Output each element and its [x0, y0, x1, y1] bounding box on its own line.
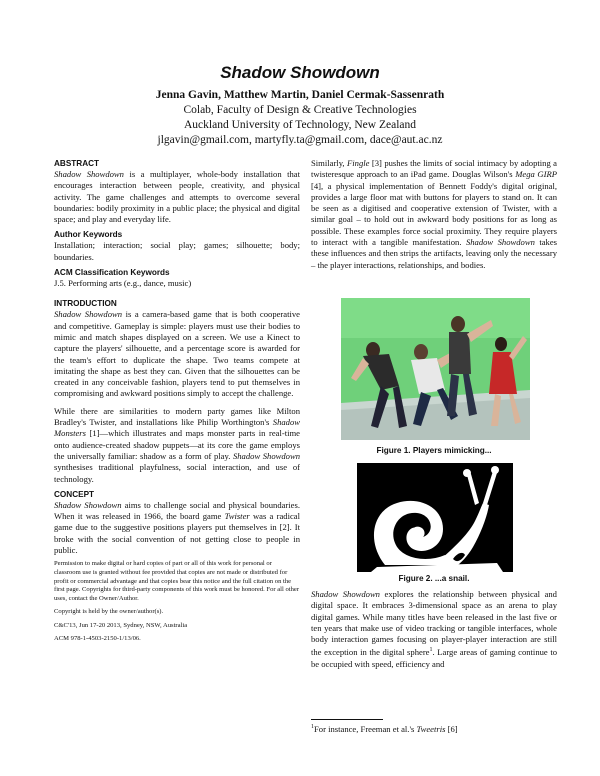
keywords-text: Installation; interaction; social play; games; silhouette; body; boundaries. [54, 240, 300, 262]
figure-2-silhouette [357, 463, 513, 572]
introduction-heading: INTRODUCTION [54, 299, 117, 309]
permission-notice: Permission to make digital or hard copies of part or all of this work for personal or classroom use is granted without fee provided that copies are not made or distributed for profit or commercial advantage and that copies bear this notice and the full citation on the first page. Copyrights for third-party components of this work must be honored. For all other uses, contact the Owner/Author. [54, 560, 300, 602]
affiliation: Colab, Faculty of Design & Creative Technologies [183, 104, 417, 116]
related-work-paragraph: Similarly, Fingle [3] pushes the limits of social intimacy by adopting a twisteresque approach to an iPad game. Douglas Wilson's Mega GIRP [4], a physical implementation of Bennett Foddy's digital original, provides a large floor mat with buttons for players to stand on. It can be seen as a digitised and cooperative extension of Twister, with a similar goal – to hold out in awkward body positions for as long as possible. These examples force social proximity. They require players to interact with a tangible manifestation. Shadow Showdown takes these influences and then strips the artifacts, leaving only the necessary – the player interactions, relationships, and bodies. [311, 158, 557, 270]
author-names: Jenna Gavin, Matthew Martin, Daniel Cermak-Sassenrath [155, 89, 445, 101]
copyright-line: Copyright is held by the owner/author(s). [54, 608, 164, 616]
figure-2-caption: Figure 2. ...a snail. [398, 574, 470, 583]
concept-heading: CONCEPT [54, 489, 95, 499]
acm-text: J.5. Performing arts (e.g., dance, music) [54, 278, 192, 289]
venue-line: C&C'13, Jun 17-20 2013, Sydney, NSW, Australia [54, 621, 188, 629]
acm-number: ACM 978-1-4503-2150-1/13/06. [54, 635, 141, 643]
acm-heading: ACM Classification Keywords [54, 268, 170, 278]
abstract-text: Shadow Showdown is a multiplayer, whole-body installation that encourages interaction between people, creativity, and physical activity. The game challenges and attempts to overcome several boundaries: bodily proximity in a public place; the physical and digital space; and play and everyday life. [54, 169, 300, 225]
figure-1-caption: Figure 1. Players mimicking... [376, 446, 492, 455]
author-block [0, 88, 600, 148]
abstract-heading: ABSTRACT [54, 159, 100, 168]
physical-digital-paragraph: Shadow Showdown explores the relationship between physical and digital space. It embraces 3-dimensional space as an arena to play digital games. While many titles have been released in the last five or ten years that make use of video tracking or tangible interfaces, whole body interaction games focusing on player-player interaction are still the exception in the digital sphere$^1$. Large areas of gaming continue to be occupied with speed, efficiency and [311, 589, 558, 669]
figure-1-photo [341, 298, 530, 440]
keywords-heading: Author Keywords [54, 230, 123, 240]
paper-title: Shadow Showdown [220, 63, 380, 82]
right-column [311, 158, 557, 275]
intro-paragraph-2: While there are similarities to modern party games like Milton Bradley's Twister, and installations like Philip Worthington's Shadow Monsters [1]—which illustrates and maps monster parts in real-time onto audience-created shadow puppets—at its core the game employs the universally familiar: shadow as a form of play. Shadow Showdown synthesises traditional playfulness, social interaction, and use of technology. [54, 405, 300, 484]
author-emails: jlgavin@gmail.com, martyfly.ta@gmail.com, dace@aut.ac.nz [157, 134, 443, 146]
concept-paragraph: Shadow Showdown aims to challenge social and physical boundaries. When it was released in 1966, the board game Twister was a radical game due to the suggestive positions players put themselves in [2]. It broke with the social convention of not getting close to people in public. [54, 499, 300, 556]
footnote: $^1$For instance, Freeman et al.'s Tweetris [6] [311, 723, 458, 734]
footnote-rule [311, 719, 383, 720]
right-column-continued [311, 589, 557, 674]
intro-paragraph-1: Shadow Showdown is a camera-based game that is both cooperative and competitive. Gameplay is simple: players must use their bodies to mimic and match shapes displayed on a screen. We use a Kinect to capture the players' silhouette, and a percentage score is awarded for the team's effort to duplicate the shape. Two teams compete at imitating the shape as best they can. Given that the silhouettes can be created in any conceivable fashion, players tend to put themselves in compromising and awkward positions simply to accept the challenge. [54, 309, 300, 399]
university: Auckland University of Technology, New Zealand [183, 119, 416, 131]
left-column [54, 158, 300, 644]
